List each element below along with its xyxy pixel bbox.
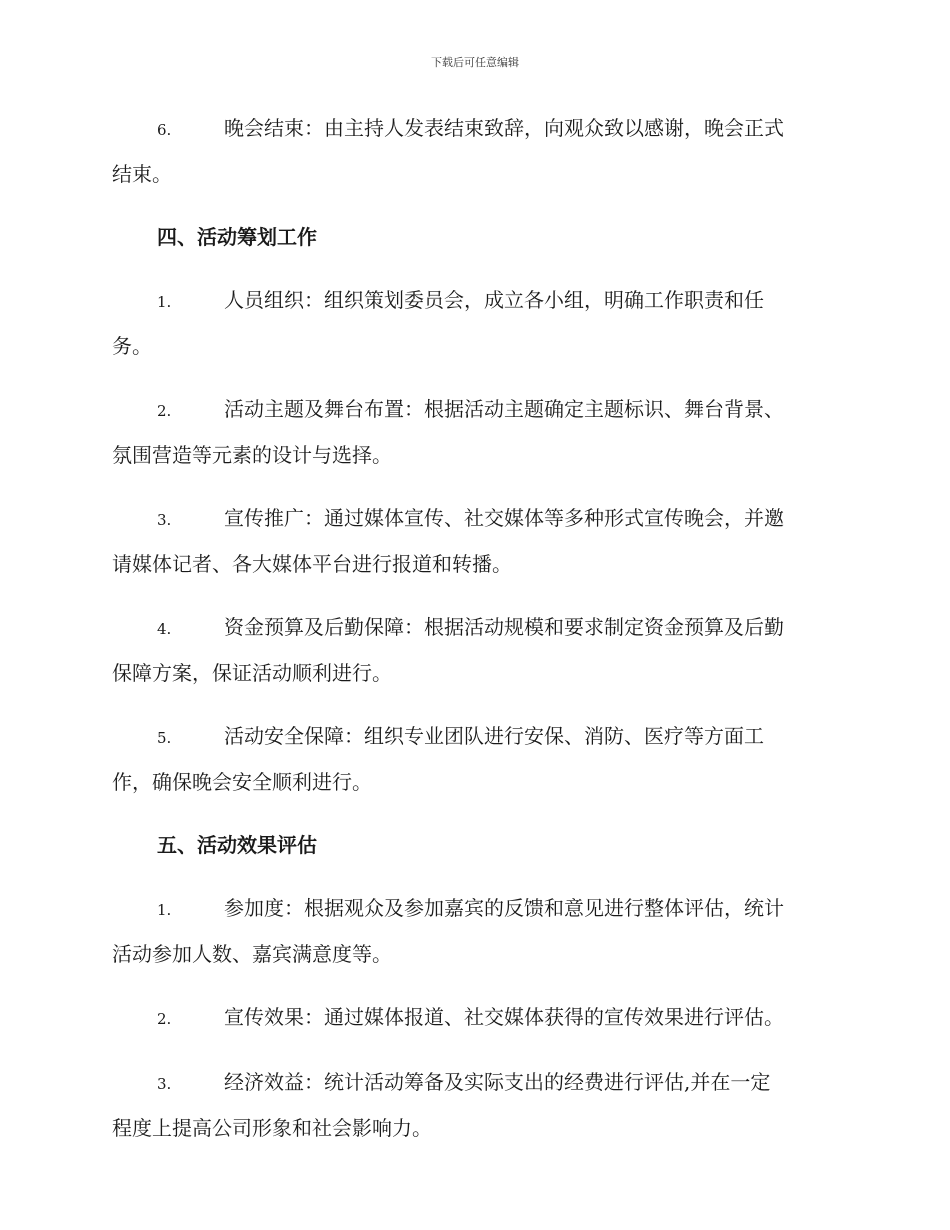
- item-text: 参加度：根据观众及参加嘉宾的反馈和意见进行整体评估，统计: [224, 896, 784, 920]
- document-body: [112, 106, 834, 1169]
- item-text: 宣传效果：通过媒体报道、社交媒体获得的宣传效果进行评估。: [224, 1005, 784, 1029]
- item-continuation: 作，确保晚会安全顺利进行。: [112, 770, 372, 794]
- item-number: 1.: [157, 901, 172, 919]
- item-number: 6.: [157, 121, 172, 139]
- item-number: 3.: [157, 511, 172, 529]
- item-continuation: 务。: [112, 334, 152, 358]
- list-item: [112, 995, 834, 1041]
- list-item: [112, 106, 834, 196]
- item-number: 3.: [157, 1075, 172, 1093]
- item-continuation: 请媒体记者、各大媒体平台进行报道和转播。: [112, 552, 512, 576]
- item-text: 晚会结束：由主持人发表结束致辞，向观众致以感谢，晚会正式: [224, 116, 784, 140]
- item-number: 5.: [157, 729, 172, 747]
- item-text: 活动安全保障：组织专业团队进行安保、消防、医疗等方面工: [224, 724, 764, 748]
- page-header: 下载后可任意编辑: [431, 56, 519, 69]
- item-number: 1.: [157, 293, 172, 311]
- item-continuation: 结束。: [112, 162, 172, 186]
- item-text: 经济效益：统计活动筹备及实际支出的经费进行评估,并在一定: [224, 1070, 771, 1094]
- item-continuation: 程度上提高公司形象和社会影响力。: [112, 1116, 432, 1140]
- list-item: [112, 278, 834, 368]
- item-number: 2.: [157, 1010, 172, 1028]
- list-item: [112, 886, 834, 976]
- item-number: 4.: [157, 620, 172, 638]
- item-text: 宣传推广：通过媒体宣传、社交媒体等多种形式宣传晚会，并邀: [224, 506, 784, 530]
- section-heading: 四、活动筹划工作: [157, 225, 317, 249]
- item-continuation: 保障方案，保证活动顺利进行。: [112, 661, 392, 685]
- item-text: 人员组织：组织策划委员会，成立各小组，明确工作职责和任: [224, 288, 764, 312]
- item-continuation: 活动参加人数、嘉宾满意度等。: [112, 942, 392, 966]
- item-number: 2.: [157, 402, 172, 420]
- list-item: [112, 387, 834, 477]
- section-heading: 五、活动效果评估: [157, 833, 317, 857]
- list-item: [112, 1060, 834, 1150]
- list-item: [112, 714, 834, 804]
- item-continuation: 氛围营造等元素的设计与选择。: [112, 443, 392, 467]
- list-item: [112, 496, 834, 586]
- item-text: 活动主题及舞台布置：根据活动主题确定主题标识、舞台背景、: [224, 397, 784, 421]
- item-text: 资金预算及后勤保障：根据活动规模和要求制定资金预算及后勤: [224, 615, 784, 639]
- list-item: [112, 605, 834, 695]
